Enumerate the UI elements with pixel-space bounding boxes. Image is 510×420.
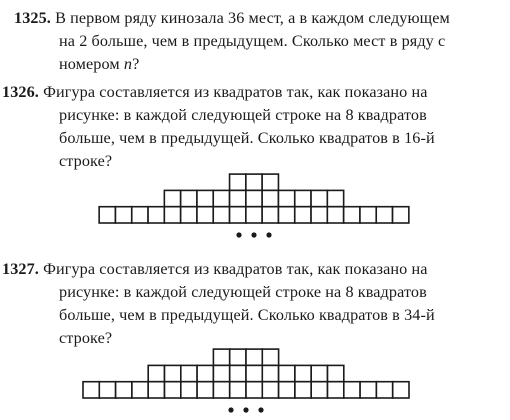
problem-number: 1326. bbox=[2, 83, 39, 101]
problem-text-line: строке? bbox=[59, 329, 113, 347]
square-cell bbox=[165, 365, 181, 381]
square-cell bbox=[165, 382, 181, 398]
square-cell bbox=[132, 382, 148, 398]
square-cell bbox=[116, 382, 132, 398]
square-cell bbox=[328, 365, 344, 381]
square-cell bbox=[213, 365, 229, 381]
square-cell bbox=[376, 382, 392, 398]
square-cell bbox=[230, 365, 246, 381]
square-cell bbox=[295, 382, 311, 398]
problem-text-line: больше, чем в предыдущей. Сколько квадратов в 34-й bbox=[59, 306, 435, 324]
square-cell bbox=[262, 365, 278, 381]
square-cell bbox=[148, 365, 164, 381]
problem-text-line: Фигура составляется из квадратов так, как показано на bbox=[43, 83, 428, 101]
square-cell bbox=[393, 382, 409, 398]
problem-text-line: Фигура составляется из квадратов так, как показано на bbox=[43, 260, 428, 278]
square-cell bbox=[246, 365, 262, 381]
square-cell bbox=[311, 382, 327, 398]
problem-text-line: рисунке: в каждой следующей строке на 8 квадратов bbox=[59, 106, 427, 124]
continuation-dot bbox=[243, 407, 248, 412]
square-cell bbox=[148, 382, 164, 398]
problem-text-line: номером bbox=[59, 55, 120, 73]
square-cell bbox=[279, 365, 295, 381]
square-cell bbox=[262, 349, 278, 365]
square-cell bbox=[262, 382, 278, 398]
square-cell bbox=[197, 382, 213, 398]
problem-text-line: больше, чем в предыдущей. Сколько квадратов в 16-й bbox=[59, 129, 435, 147]
square-cell bbox=[246, 382, 262, 398]
square-cell bbox=[328, 382, 344, 398]
square-cell bbox=[181, 365, 197, 381]
variable-n: n bbox=[123, 55, 133, 73]
continuation-dot bbox=[258, 407, 263, 412]
problem-number: 1325. bbox=[14, 9, 51, 27]
square-cell bbox=[311, 365, 327, 381]
square-cell bbox=[197, 365, 213, 381]
problem-text-line: строке? bbox=[59, 152, 113, 170]
square-cell bbox=[295, 365, 311, 381]
square-cell bbox=[213, 382, 229, 398]
square-cell bbox=[181, 382, 197, 398]
square-cell bbox=[246, 349, 262, 365]
square-cell bbox=[83, 382, 99, 398]
problem-text-line: на 2 больше, чем в предыдущем. Сколько мест в ряду с bbox=[59, 32, 446, 50]
square-cell bbox=[344, 382, 360, 398]
square-cell bbox=[213, 349, 229, 365]
square-cell bbox=[99, 382, 115, 398]
square-cell bbox=[230, 382, 246, 398]
continuation-dot bbox=[228, 407, 233, 412]
question-mark: ? bbox=[132, 55, 140, 73]
problem-number: 1327. bbox=[2, 260, 39, 278]
problem-text-line: В первом ряду кинозала 36 мест, а в каждом следующем bbox=[55, 9, 450, 27]
square-cell bbox=[360, 382, 376, 398]
square-cell bbox=[279, 382, 295, 398]
square-cell bbox=[230, 349, 246, 365]
problem-text-line: рисунке: в каждой следующей строке на 8 квадратов bbox=[59, 283, 427, 301]
